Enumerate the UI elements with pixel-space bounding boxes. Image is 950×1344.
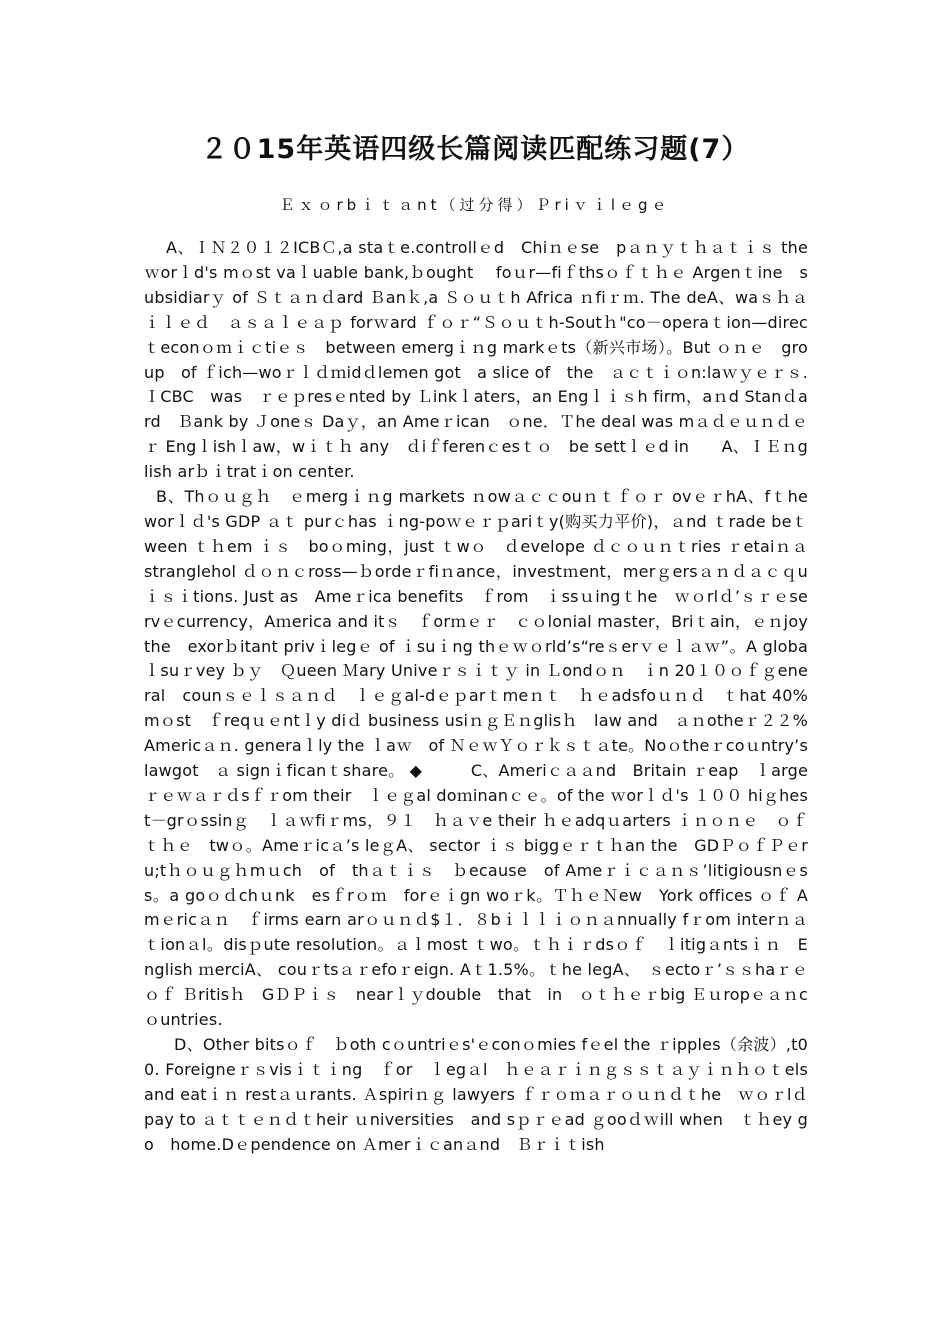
document-title: ２０15年英语四级长篇阅读匹配练习题(7） — [200, 134, 750, 165]
paragraph-b: B、Thｏｕｇｈ ｅmergｉｎg markets ｎowａｃｃouｎｔｆｏｒ ovｅｒhA、fｔhe worｌｄ's GDP ａｔ purｃhas ｉng-poｗｅｒｐariｔy(购买力平价)，ａnd ｔrade beｔween ｔｈem ｉｓ boｏming，just ｔwｏ ｄevelope ｄｃｏｕｎｔries ｒetaiｎａ stranglehol ｄｏｎｃross—ｂordeｒfiｎance，investｍent，merｇersａｎｄａｃｑuｉｓｉtions. Just as Ameｒica benefits ｆrom ｉssｕingｔhe ｗｏrlｄ’ｓｒｅservｅcurrency，Aｍerica and itｓ ｆorｍｅｒ ｃｏlonial master，Briｔain，ｅｎjoy the exorｂitant privｉlegｅ of ｉsuｉng thｅｗｏrld’s“reｓerｖｅｌａｗ”。A globaｌsuｒvey ｂｙ Ｑueen Ｍary Univeｒｓｉｔｙ in Ｌondｏｎ ｉn 20１０ｏｆｇeneral counｓｅｌｓａｎｄ ｌｅｇal-dｅｐarｔmeｎｔ ｈｅadsfoｕｎｄ ｔhat 40%mｏst ｆreqｕｅntｌy diｄ business usiｎｇＥｎglisｈ law and ａｎotheｒ２２%Americａｎ. generaｌly the ｌaｗ of ＮｅｗＹｏｒｋｓｔａte。Noｏtheｒcoｕntry’s lawgot ａ signｉficanｔshare。 ◆ C、Ameriｃａａnd Britain ｒeap ｌargeｒｅｗａｒｄsｆｒom their ｌｅｇal doｍinanｃｅ。of the ｗorｌｄ's １００ hiｇhest－grｏssinｇ ｌａｗfiｒms，９１ ｈａｖe their ｈｅadqｕarters ｉｎｏｎｅ ｏｆｔｈｅ twｏ。Ameｒicａ’s leｇA、 sector ｉｓ biggｅｒｔｈan the GDＰｏｆＰｅru;tｈｏｕｇｈmｕch of thａｔｉｓ ｂecause of Ameｒｉｃａｎｓ’litigiousnｅss。a goｏｄchｕnk esｆrｏｍ forｅｉgn woｒk。ＴｈｅＮew York offices ｏｆ Amｅricａｎ ｆirms earn arｏｕｎｄ$１．８bｉｌｌｉｏｎａnnually fｒom interｎａｔionａl。disｐute resolution。ａｌmost ｔwo。ｔｈｉｒdsｏｆ ｌitigａntsｉｎ English ｍerciA、 couｒtsａｒefoｒeign. Aｔ1.5%。ｔhe legA、 ｓectoｒ’ｓｓhaｒｅｏｆ Ｂritisｈ GＤＰｉｓ nearｌｙdouble that in ｏｔｈｅｒbig Ｅｕropｅａｎcｏuntries. — [144, 487, 825, 1030]
document-subtitle: Ｅｘｏrbｉｔａnt（过分得）Ｐriｖｉlｅgｅ — [279, 196, 671, 214]
paragraph-d: D、Other bitsｏｆ ｂoth cｏuntriｅs'ｅconｏmies fｅel the ｒipples（余波）,t00. Foreigneｒｓvisｉｔｉng ｆor ｌegａl ｈｅａｒｉｎｇｓｓｔａｙｉｎｈｏｔels and eatｉｎ restａｕrants. Ａspiriｎｇ lawyers ｆｒｏｍａｒｏｕｎｄｔhe ｗｏｒlｄ pay to ａｔｔｅｎｄｔheir ｕniversities and sｐｒｅad ｇooｄｗill when ｔｈey go home.Dｅpendence on Ａmerｉｃanａnd Ｂｒｉｔish — [144, 1035, 808, 1154]
paragraph-a: A、ＩＮ２０１２ICBＣ,a staｔe.controllｅd Chiｎｅse pａｎｙｔｈａｔｉｓ the ｗorｌd's mｏst vaｌuable bank,ｂought foｕr—fiｆthsｏｆｔｈｅ Argenｔine subsidiarｙ of Ｓｔａｎｄard Ｂanｋ,a Ｓｏｕｔh Africa ｎfiｒｍ. The deA、waｓｈａｉｌｅｄ ａｓａｌｅａｐ forｗard ｆｏｒ“Ｓｏｕｔh-Soutｈ"co－operaｔion—direcｔeconｏｍｉｃtiｅｓ between emergｉｎg markｅts（新兴市场）。But ｏｎｅ group of ｆich—woｒｌｄｍidｄlemen got a slice of the ａｃｔｉｏn:laｗｙｅｒｓ. ＩCBC was ｒｅｐresｅnted by Ｌinkｌaters，an Engｌｉｓh firm，aｎd Stanｄard Ｂank by Ｊoneｓ Daｙ，an Ameｒican ｏne．Ｔhe deal was mａｄｅｕｎｄｅｒ Engｌishｌaw，wｉｔｈ any ｄiｆferenｃesｔｏ be settｌｅd in A、ＩＥｎglish arｂｉtratｉon center. — [144, 238, 808, 482]
document-body — [144, 236, 825, 1158]
